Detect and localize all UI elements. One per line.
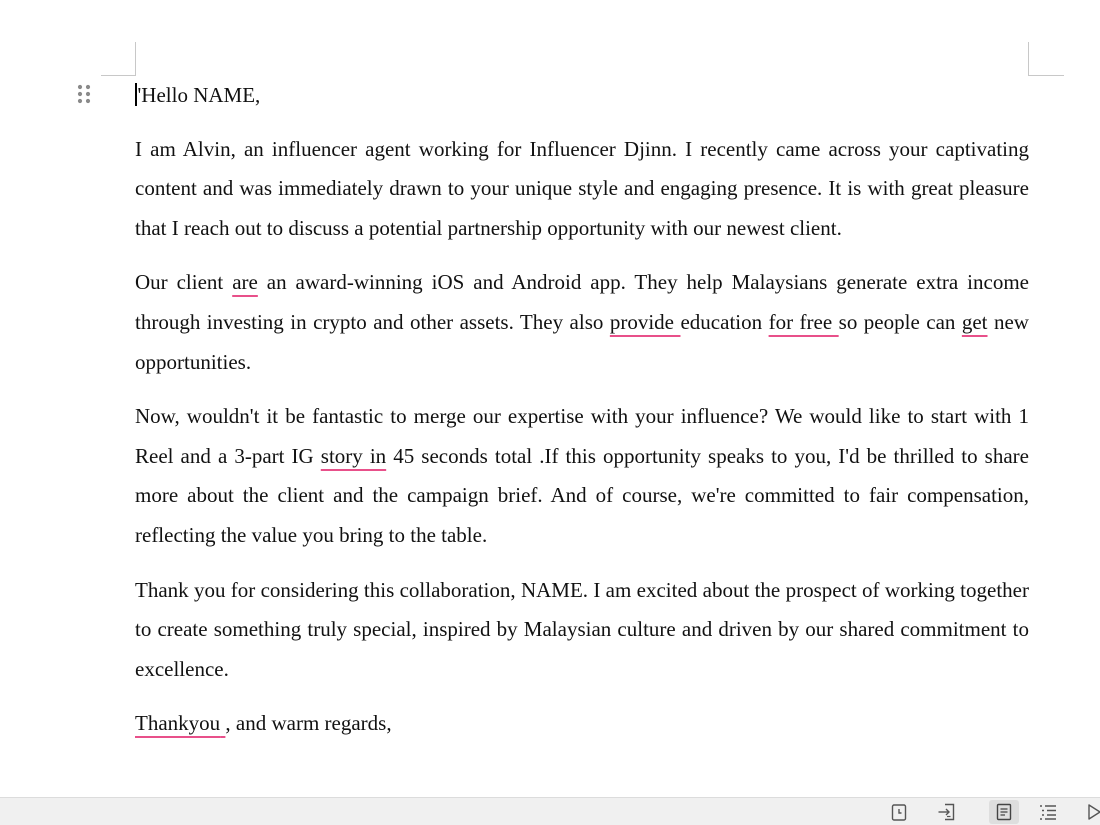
spellcheck-word[interactable]: story in (320, 443, 387, 468)
paragraph-proposal[interactable]: Now, wouldn't it be fantastic to merge our expertise with your influence? We would like to start with 1 Reel and a 3-part IG story in 45 seconds total .If this opportunity speaks to you, I'd be thrilled to share more about the client and the campaign brief. And of course, we're committed to fair compensation, reflecting the value you bring to the table. (135, 404, 1029, 547)
document-body[interactable] (135, 76, 1029, 759)
play-icon (1083, 802, 1100, 822)
timer-button[interactable] (884, 800, 914, 824)
spellcheck-word[interactable]: provide (609, 309, 681, 334)
paragraph-client[interactable]: Our client are an award-winning iOS and Android app. They help Malaysians generate extra income through investing in crypto and other assets. They also provide education for free so people can get new opportunities. (135, 270, 1029, 374)
paragraph-intro[interactable]: I am Alvin, an influencer agent working for Influencer Djinn. I recently came across your captivating content and was immediately drawn to your unique style and engaging presence. It is with great pleasure that I reach out to discuss a potential partnership opportunity with our newest client. (135, 136, 1029, 240)
outline-view-button[interactable] (1033, 800, 1063, 824)
page-corner-mark (1029, 75, 1064, 76)
paragraph-thanks[interactable]: Thank you for considering this collaboration, NAME. I am excited about the prospect of working together to create something truly special, inspired by Malaysian culture and driven by our shared commitment to excellence. (135, 577, 1029, 681)
page-corner-mark (101, 75, 135, 76)
spellcheck-word[interactable]: for free (768, 309, 839, 334)
page-view-icon (994, 802, 1014, 822)
block-drag-handle-icon[interactable] (76, 83, 94, 107)
spellcheck-word[interactable]: Thankyou (135, 711, 221, 736)
spellcheck-word[interactable]: are (232, 270, 258, 295)
text-cursor (135, 83, 137, 106)
paragraph-signoff[interactable]: Thankyou , and warm regards, (135, 711, 392, 736)
paragraph-greeting[interactable]: 'Hello NAME, (135, 76, 1029, 116)
page-corner-mark (1028, 42, 1029, 76)
export-icon (936, 802, 958, 822)
export-button[interactable] (932, 800, 962, 824)
page-corner-mark (135, 42, 136, 76)
outline-view-icon (1037, 802, 1059, 822)
page-view-button[interactable] (989, 800, 1019, 824)
status-bar (0, 797, 1100, 825)
timer-icon (889, 802, 909, 822)
spellcheck-word[interactable]: get (961, 309, 988, 334)
play-button[interactable] (1078, 800, 1100, 824)
